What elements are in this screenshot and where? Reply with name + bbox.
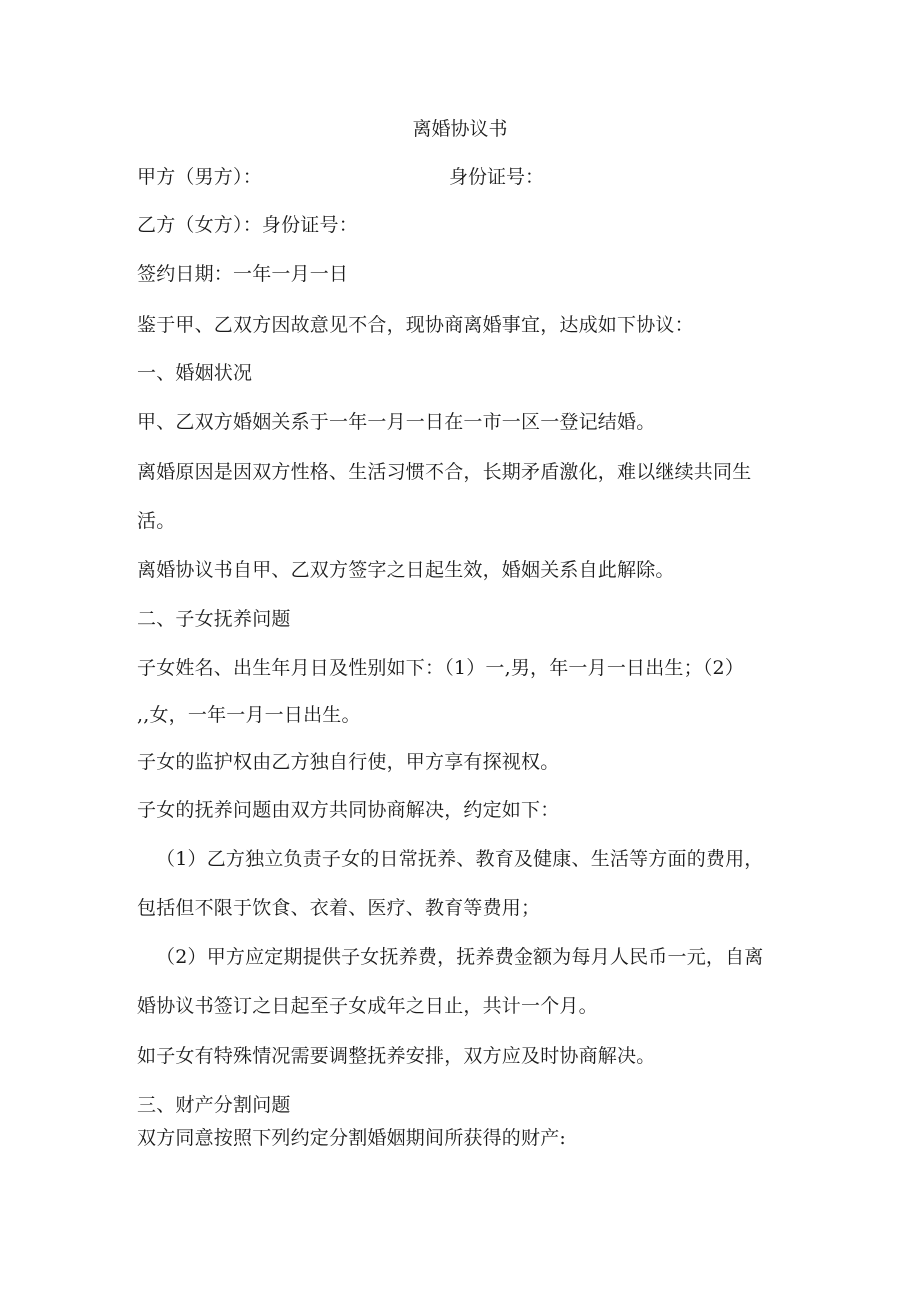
section2-paragraph: 子女的监护权由乙方独自行使，甲方享有探视权。 xyxy=(137,751,560,773)
section2-list-item: （1）乙方独立负责子女的日常抚养、教育及健康、生活等方面的费用， xyxy=(156,848,764,870)
section3-paragraph: 双方同意按照下列约定分割婚姻期间所获得的财产: xyxy=(137,1127,567,1149)
section3-heading: 三、财产分割问题 xyxy=(137,1094,291,1116)
section2-paragraph: 子女姓名、出生年月日及性别如下：（1）一,男，年一月一日出生；（2） xyxy=(137,657,745,679)
preamble: 鉴于甲、乙双方因故意见不合，现协商离婚事宜，达成如下协议： xyxy=(137,314,694,336)
document-title: 离婚协议书 xyxy=(412,118,508,140)
section2-paragraph: 子女的抚养问题由双方共同协商解决，约定如下： xyxy=(137,799,560,821)
party-a-label: 甲方（男方）： xyxy=(137,166,262,188)
section2-list-item: 婚协议书签订之日起至子女成年之日止，共计一个月。 xyxy=(137,995,598,1017)
section1-paragraph: 离婚协议书自甲、乙双方签字之日起生效，婚姻关系自此解除。 xyxy=(137,559,675,581)
party-b-line: 乙方（女方）：身份证号： xyxy=(137,214,358,236)
section2-list-item: 包括但不限于饮食、衣着、医疗、教育等费用； xyxy=(137,897,541,919)
section2-list-item: （2）甲方应定期提供子女抚养费，抚养费金额为每月人民币一元，自离 xyxy=(156,946,764,968)
section1-heading: 一、婚姻状况 xyxy=(137,362,253,384)
section2-paragraph: 如子女有特殊情况需要调整抚养安排，双方应及时协商解决。 xyxy=(137,1045,656,1067)
section1-paragraph: 活。 xyxy=(137,510,176,532)
party-a-id-label: 身份证号： xyxy=(449,166,545,188)
section1-paragraph: 离婚原因是因双方性格、生活习惯不合，长期矛盾激化，难以继续共同生 xyxy=(137,461,752,483)
section2-paragraph: ,,女，一年一月一日出生。 xyxy=(137,704,361,726)
sign-date: 签约日期：一年一月一日 xyxy=(137,263,349,285)
section1-paragraph: 甲、乙双方婚姻关系于一年一月一日在一市一区一登记结婚。 xyxy=(137,411,656,433)
section2-heading: 二、子女抚养问题 xyxy=(137,608,291,630)
